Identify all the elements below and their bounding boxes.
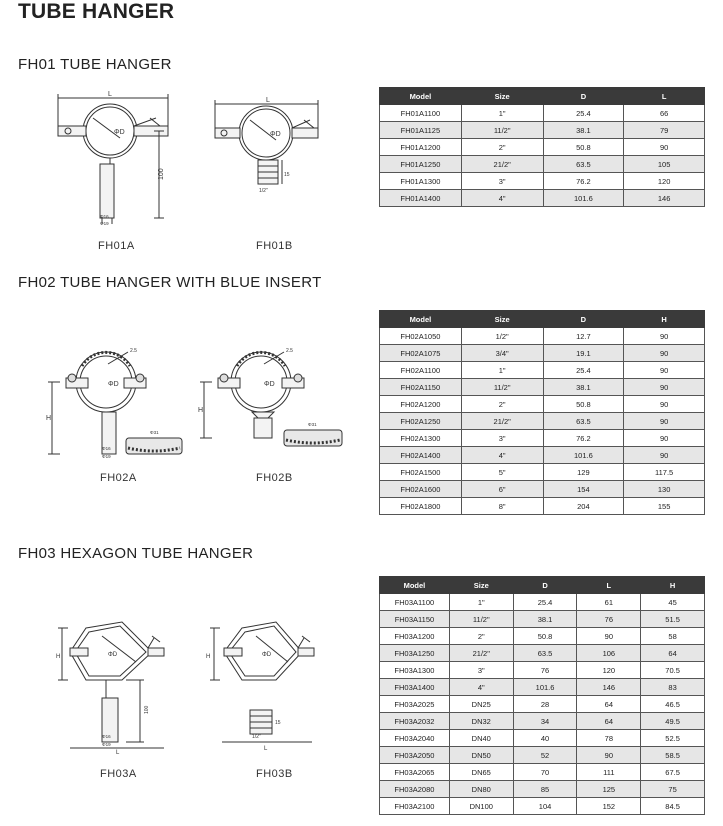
table-cell-model: FH02A1600 xyxy=(380,481,462,498)
fh02b-label: FH02B xyxy=(256,472,293,484)
table-cell-h: 70.5 xyxy=(641,662,705,679)
table-cell-h: 90 xyxy=(624,447,705,464)
table-cell-size: 1" xyxy=(461,362,543,379)
table-cell-h: 90 xyxy=(624,396,705,413)
fh02b-dim-d: ΦD xyxy=(264,381,275,388)
fh01a-drawing xyxy=(50,88,180,228)
col-size: Size xyxy=(461,88,543,105)
table-cell-l: 111 xyxy=(577,764,641,781)
table-cell-d: 34 xyxy=(513,713,577,730)
table-cell-size: 1/2" xyxy=(461,328,543,345)
table-cell-l: 76 xyxy=(577,611,641,628)
table-cell-d: 129 xyxy=(543,464,624,481)
table-cell-size: 4" xyxy=(449,679,513,696)
table-cell-model: FH03A2025 xyxy=(380,696,450,713)
table-cell-model: FH02A1250 xyxy=(380,413,462,430)
fh02a-dim-ins: Φ31 xyxy=(150,430,159,435)
fh01b-dim-d: ΦD xyxy=(270,131,281,138)
table-cell-h: 90 xyxy=(624,345,705,362)
table-cell-size: 4" xyxy=(461,190,543,207)
col-l: L xyxy=(624,88,705,105)
table-row xyxy=(380,481,705,498)
fh03b-dim-d: ΦD xyxy=(262,652,272,658)
col-size: Size xyxy=(449,577,513,594)
table-cell-l: 90 xyxy=(577,747,641,764)
table-cell-d: 63.5 xyxy=(543,413,624,430)
col-h: H xyxy=(624,311,705,328)
table-row xyxy=(380,156,705,173)
col-d: D xyxy=(543,311,624,328)
table-cell-h: 90 xyxy=(624,413,705,430)
page-title: TUBE HANGER xyxy=(18,0,175,23)
table-row xyxy=(380,464,705,481)
table-row xyxy=(380,173,705,190)
table-cell-size: 5" xyxy=(461,464,543,481)
table-cell-h: 75 xyxy=(641,781,705,798)
table-cell-h: 51.5 xyxy=(641,611,705,628)
fh02a-label: FH02A xyxy=(100,472,137,484)
col-d: D xyxy=(543,88,624,105)
table-row xyxy=(380,413,705,430)
table-cell-l: 64 xyxy=(577,696,641,713)
table-cell-size: 1" xyxy=(461,105,543,122)
table-cell-d: 38.1 xyxy=(543,122,624,139)
table-cell-d: 38.1 xyxy=(543,379,624,396)
fh03a-dim-h: H xyxy=(56,654,61,660)
table-cell-d: 25.4 xyxy=(513,594,577,611)
table-cell-size: 6" xyxy=(461,481,543,498)
table-cell-model: FH03A1250 xyxy=(380,645,450,662)
table-row xyxy=(380,662,705,679)
table-row xyxy=(380,611,705,628)
table-cell-model: FH03A2100 xyxy=(380,798,450,815)
fh01-table-header xyxy=(380,88,705,105)
table-row xyxy=(380,696,705,713)
table-cell-d: 204 xyxy=(543,498,624,515)
table-cell-model: FH03A1150 xyxy=(380,611,450,628)
table-cell-l: 79 xyxy=(624,122,705,139)
col-model: Model xyxy=(380,88,462,105)
table-cell-d: 101.6 xyxy=(543,447,624,464)
table-cell-model: FH02A1050 xyxy=(380,328,462,345)
fh01b-dim-h: 15 xyxy=(284,172,290,178)
table-row xyxy=(380,105,705,122)
table-cell-h: 58 xyxy=(641,628,705,645)
table-cell-h: 49.5 xyxy=(641,713,705,730)
section-title-fh02: FH02 TUBE HANGER WITH BLUE INSERT xyxy=(18,274,322,291)
fh03b-dim-h: H xyxy=(206,654,211,660)
table-cell-l: 78 xyxy=(577,730,641,747)
table-cell-d: 76 xyxy=(513,662,577,679)
table-cell-model: FH03A2040 xyxy=(380,730,450,747)
table-cell-model: FH03A1200 xyxy=(380,628,450,645)
fh02a-dim-t: 2.5 xyxy=(130,348,137,354)
table-cell-size: DN100 xyxy=(449,798,513,815)
table-cell-size: 3" xyxy=(449,662,513,679)
table-cell-size: 11/2" xyxy=(461,379,543,396)
table-cell-h: 67.5 xyxy=(641,764,705,781)
table-cell-model: FH03A1400 xyxy=(380,679,450,696)
table-row xyxy=(380,747,705,764)
table-cell-model: FH02A1150 xyxy=(380,379,462,396)
table-row xyxy=(380,430,705,447)
table-cell-model: FH03A2050 xyxy=(380,747,450,764)
fh02a-dim-small-b: Φ19 xyxy=(102,454,111,459)
fh02a-dim-small-a: Φ16 xyxy=(102,446,111,451)
table-row xyxy=(380,447,705,464)
table-cell-size: 11/2" xyxy=(449,611,513,628)
table-row xyxy=(380,328,705,345)
table-cell-model: FH02A1800 xyxy=(380,498,462,515)
table-cell-h: 130 xyxy=(624,481,705,498)
fh03a-dim-d: ΦD xyxy=(108,652,118,658)
fh01a-label: FH01A xyxy=(98,240,135,252)
table-row xyxy=(380,122,705,139)
table-cell-model: FH03A2065 xyxy=(380,764,450,781)
fh01b-label: FH01B xyxy=(256,240,293,252)
table-cell-size: DN65 xyxy=(449,764,513,781)
table-cell-d: 104 xyxy=(513,798,577,815)
table-cell-model: FH02A1075 xyxy=(380,345,462,362)
table-cell-h: 46.5 xyxy=(641,696,705,713)
table-row xyxy=(380,190,705,207)
table-cell-d: 76.2 xyxy=(543,173,624,190)
fh03b-dim-bh: 15 xyxy=(275,720,281,726)
col-model: Model xyxy=(380,577,450,594)
fh01-table xyxy=(379,87,705,207)
fh03a-drawing xyxy=(56,614,186,754)
table-cell-h: 117.5 xyxy=(624,464,705,481)
fh02b-dim-ins: Φ31 xyxy=(308,422,317,427)
table-cell-size: DN32 xyxy=(449,713,513,730)
table-cell-h: 52.5 xyxy=(641,730,705,747)
fh03b-dim-small: 1/2" xyxy=(252,734,261,740)
fh02a-drawing xyxy=(46,342,196,462)
table-cell-l: 61 xyxy=(577,594,641,611)
table-cell-h: 90 xyxy=(624,362,705,379)
table-cell-h: 45 xyxy=(641,594,705,611)
fh01b-dim-small: 1/2" xyxy=(259,188,268,194)
fh02a-dim-h: H xyxy=(46,415,52,422)
fh03a-dim-small-b: Φ19 xyxy=(102,742,111,747)
fh03-table-header xyxy=(380,577,705,594)
fh01b-dim-l: L xyxy=(266,97,270,104)
table-cell-d: 38.1 xyxy=(513,611,577,628)
table-row xyxy=(380,362,705,379)
fh03-table xyxy=(379,576,705,815)
table-cell-size: DN25 xyxy=(449,696,513,713)
table-cell-size: 1" xyxy=(449,594,513,611)
table-cell-model: FH03A1300 xyxy=(380,662,450,679)
table-cell-model: FH02A1500 xyxy=(380,464,462,481)
table-cell-model: FH03A2080 xyxy=(380,781,450,798)
table-cell-size: 3" xyxy=(461,430,543,447)
table-cell-d: 70 xyxy=(513,764,577,781)
table-cell-h: 155 xyxy=(624,498,705,515)
table-cell-size: 3" xyxy=(461,173,543,190)
fh03b-drawing xyxy=(200,614,330,754)
table-cell-d: 52 xyxy=(513,747,577,764)
fh02b-drawing xyxy=(196,342,356,462)
table-row xyxy=(380,764,705,781)
fh01a-dim-small-b: Φ19 xyxy=(100,221,109,226)
table-cell-model: FH02A1200 xyxy=(380,396,462,413)
table-cell-l: 64 xyxy=(577,713,641,730)
fh02a-dim-d: ΦD xyxy=(108,381,119,388)
table-cell-model: FH01A1200 xyxy=(380,139,462,156)
table-row xyxy=(380,628,705,645)
table-cell-l: 152 xyxy=(577,798,641,815)
table-cell-d: 19.1 xyxy=(543,345,624,362)
table-row xyxy=(380,396,705,413)
table-cell-model: FH01A1400 xyxy=(380,190,462,207)
table-cell-d: 25.4 xyxy=(543,362,624,379)
table-row xyxy=(380,379,705,396)
table-cell-model: FH01A1100 xyxy=(380,105,462,122)
table-cell-d: 28 xyxy=(513,696,577,713)
col-model: Model xyxy=(380,311,462,328)
table-cell-size: 11/2" xyxy=(461,122,543,139)
table-cell-size: 21/2" xyxy=(461,156,543,173)
table-cell-d: 76.2 xyxy=(543,430,624,447)
table-cell-size: DN80 xyxy=(449,781,513,798)
fh03a-dim-small-a: Φ16 xyxy=(102,734,111,739)
fh03a-dim-v: 100 xyxy=(144,705,150,714)
table-row xyxy=(380,594,705,611)
table-cell-h: 90 xyxy=(624,328,705,345)
table-cell-l: 146 xyxy=(624,190,705,207)
table-cell-h: 90 xyxy=(624,430,705,447)
table-cell-l: 106 xyxy=(577,645,641,662)
table-cell-l: 90 xyxy=(624,139,705,156)
fh03b-dim-l: L xyxy=(264,746,268,752)
fh01a-dim-small-a: Φ16 xyxy=(100,214,109,219)
table-cell-model: FH03A2032 xyxy=(380,713,450,730)
table-cell-model: FH02A1100 xyxy=(380,362,462,379)
table-row xyxy=(380,781,705,798)
table-row xyxy=(380,139,705,156)
table-cell-d: 50.8 xyxy=(513,628,577,645)
table-cell-d: 40 xyxy=(513,730,577,747)
table-cell-model: FH03A1100 xyxy=(380,594,450,611)
table-row xyxy=(380,679,705,696)
fh03a-label: FH03A xyxy=(100,768,137,780)
table-cell-d: 25.4 xyxy=(543,105,624,122)
table-cell-d: 154 xyxy=(543,481,624,498)
table-row xyxy=(380,498,705,515)
table-row xyxy=(380,345,705,362)
table-row xyxy=(380,645,705,662)
table-cell-size: 8" xyxy=(461,498,543,515)
col-d: D xyxy=(513,577,577,594)
table-row xyxy=(380,730,705,747)
table-cell-model: FH02A1400 xyxy=(380,447,462,464)
fh02b-dim-h: H xyxy=(198,407,204,414)
table-cell-model: FH01A1125 xyxy=(380,122,462,139)
fh01a-dim-d: ΦD xyxy=(114,129,125,136)
table-cell-l: 125 xyxy=(577,781,641,798)
table-cell-l: 90 xyxy=(577,628,641,645)
table-cell-size: DN40 xyxy=(449,730,513,747)
table-cell-l: 105 xyxy=(624,156,705,173)
table-cell-size: 21/2" xyxy=(449,645,513,662)
table-cell-model: FH02A1300 xyxy=(380,430,462,447)
section-title-fh01: FH01 TUBE HANGER xyxy=(18,56,172,73)
table-cell-d: 50.8 xyxy=(543,139,624,156)
table-cell-h: 64 xyxy=(641,645,705,662)
table-cell-size: 21/2" xyxy=(461,413,543,430)
fh01a-dim-h: 100 xyxy=(158,168,165,180)
table-cell-h: 58.5 xyxy=(641,747,705,764)
table-cell-size: 2" xyxy=(461,139,543,156)
table-cell-d: 85 xyxy=(513,781,577,798)
fh02-table xyxy=(379,310,705,515)
fh01b-drawing xyxy=(210,88,330,218)
col-l: L xyxy=(577,577,641,594)
col-h: H xyxy=(641,577,705,594)
fh03b-label: FH03B xyxy=(256,768,293,780)
table-cell-h: 90 xyxy=(624,379,705,396)
section-title-fh03: FH03 HEXAGON TUBE HANGER xyxy=(18,545,254,562)
table-cell-size: 3/4" xyxy=(461,345,543,362)
table-cell-h: 83 xyxy=(641,679,705,696)
table-cell-model: FH01A1300 xyxy=(380,173,462,190)
fh02-table-header xyxy=(380,311,705,328)
table-cell-size: 2" xyxy=(461,396,543,413)
table-cell-d: 101.6 xyxy=(543,190,624,207)
fh03a-dim-l: L xyxy=(116,750,120,754)
table-row xyxy=(380,713,705,730)
fh01a-dim-l: L xyxy=(108,91,112,98)
col-size: Size xyxy=(461,311,543,328)
table-cell-size: 4" xyxy=(461,447,543,464)
table-row xyxy=(380,798,705,815)
table-cell-d: 50.8 xyxy=(543,396,624,413)
table-cell-size: 2" xyxy=(449,628,513,645)
table-cell-size: DN50 xyxy=(449,747,513,764)
table-cell-d: 63.5 xyxy=(513,645,577,662)
fh02b-dim-t: 2.5 xyxy=(286,348,293,354)
table-cell-d: 12.7 xyxy=(543,328,624,345)
table-cell-l: 120 xyxy=(577,662,641,679)
table-cell-l: 146 xyxy=(577,679,641,696)
table-cell-l: 66 xyxy=(624,105,705,122)
table-cell-d: 63.5 xyxy=(543,156,624,173)
table-cell-d: 101.6 xyxy=(513,679,577,696)
table-cell-model: FH01A1250 xyxy=(380,156,462,173)
table-cell-l: 120 xyxy=(624,173,705,190)
table-cell-h: 84.5 xyxy=(641,798,705,815)
